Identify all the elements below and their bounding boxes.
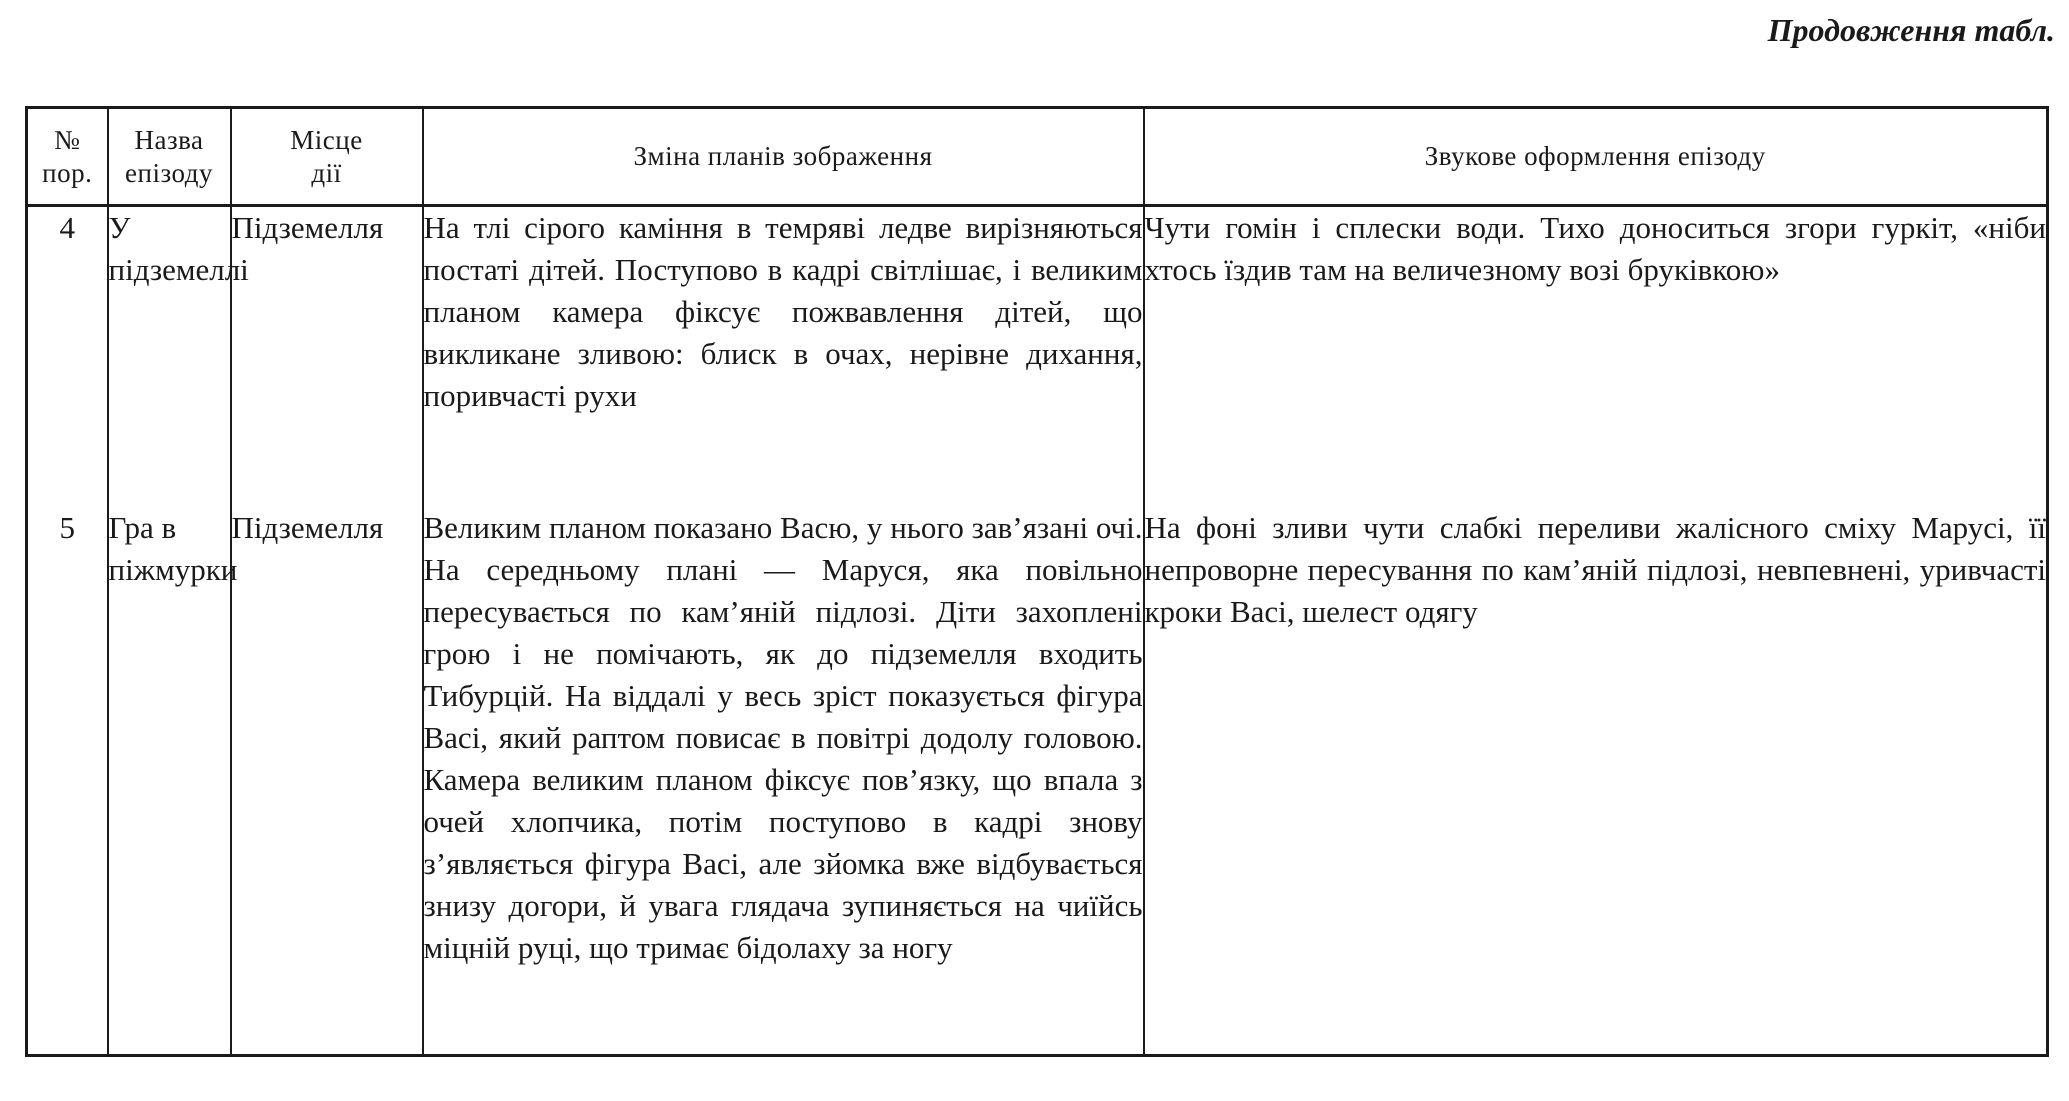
- table-row: [27, 206, 2048, 508]
- table-header-row: [27, 108, 2048, 206]
- episode-place: Підземелля: [231, 206, 423, 508]
- episode-name: Гра в піжмурки: [108, 507, 231, 1056]
- sound-description: На фоні зливи чути слабкі переливи жалісного сміху Марусі, її непроворне пересування по кам’яній підлозі, невпевнені, уривчасті кроки Васі, шелест одягу: [1144, 507, 2048, 1056]
- header-plan-changes: Зміна планів зображення: [423, 108, 1144, 206]
- table-row: [27, 507, 2048, 1056]
- header-place-line1: Місце: [290, 124, 363, 155]
- episodes-table: [25, 106, 2049, 1057]
- header-name-line1: Назва: [134, 124, 204, 155]
- episode-place: Підземелля: [231, 507, 423, 1056]
- header-place: [231, 108, 423, 206]
- header-num-line2: пор.: [42, 157, 93, 188]
- episode-name: У підземеллі: [108, 206, 231, 508]
- header-num-line1: №: [54, 124, 81, 155]
- header-num: [27, 108, 108, 206]
- header-name-line2: епізоду: [125, 157, 213, 188]
- table-continuation-caption: Продовження табл.: [1767, 12, 2055, 48]
- row-number: 5: [27, 507, 108, 1056]
- plan-description: На тлі сірого каміння в темряві ледве вирізняються постаті дітей. Поступово в кадрі світлішає, і великим планом камера фіксує пожвавлення дітей, що викликане зливою: блиск в очах, нерівне дихання, поривчасті рухи: [423, 206, 1144, 508]
- header-episode-name: [108, 108, 231, 206]
- header-sound-design: Звукове оформлення епізоду: [1144, 108, 2048, 206]
- sound-description: Чути гомін і сплески води. Тихо доноситься згори гуркіт, «ніби хтось їздив там на величезному возі бруківкою»: [1144, 206, 2048, 508]
- plan-description: Великим планом показано Васю, у нього зав’язані очі. На середньому плані — Маруся, яка повільно пересувається по кам’яній підлозі. Діти захоплені грою і не помічають, як до підземелля входить Тибурцій. На віддалі у весь зріст показується фігура Васі, який раптом повисає в повітрі додолу головою. Камера великим планом фіксує пов’язку, що впала з очей хлопчика, потім поступово в кадрі знову з’являється фігура Васі, але зйомка вже відбувається знизу догори, й увага глядача зупиняється на чиїйсь міцній руці, що тримає бідолаху за ногу: [423, 507, 1144, 1056]
- header-place-line2: дії: [311, 157, 342, 188]
- row-number: 4: [27, 206, 108, 508]
